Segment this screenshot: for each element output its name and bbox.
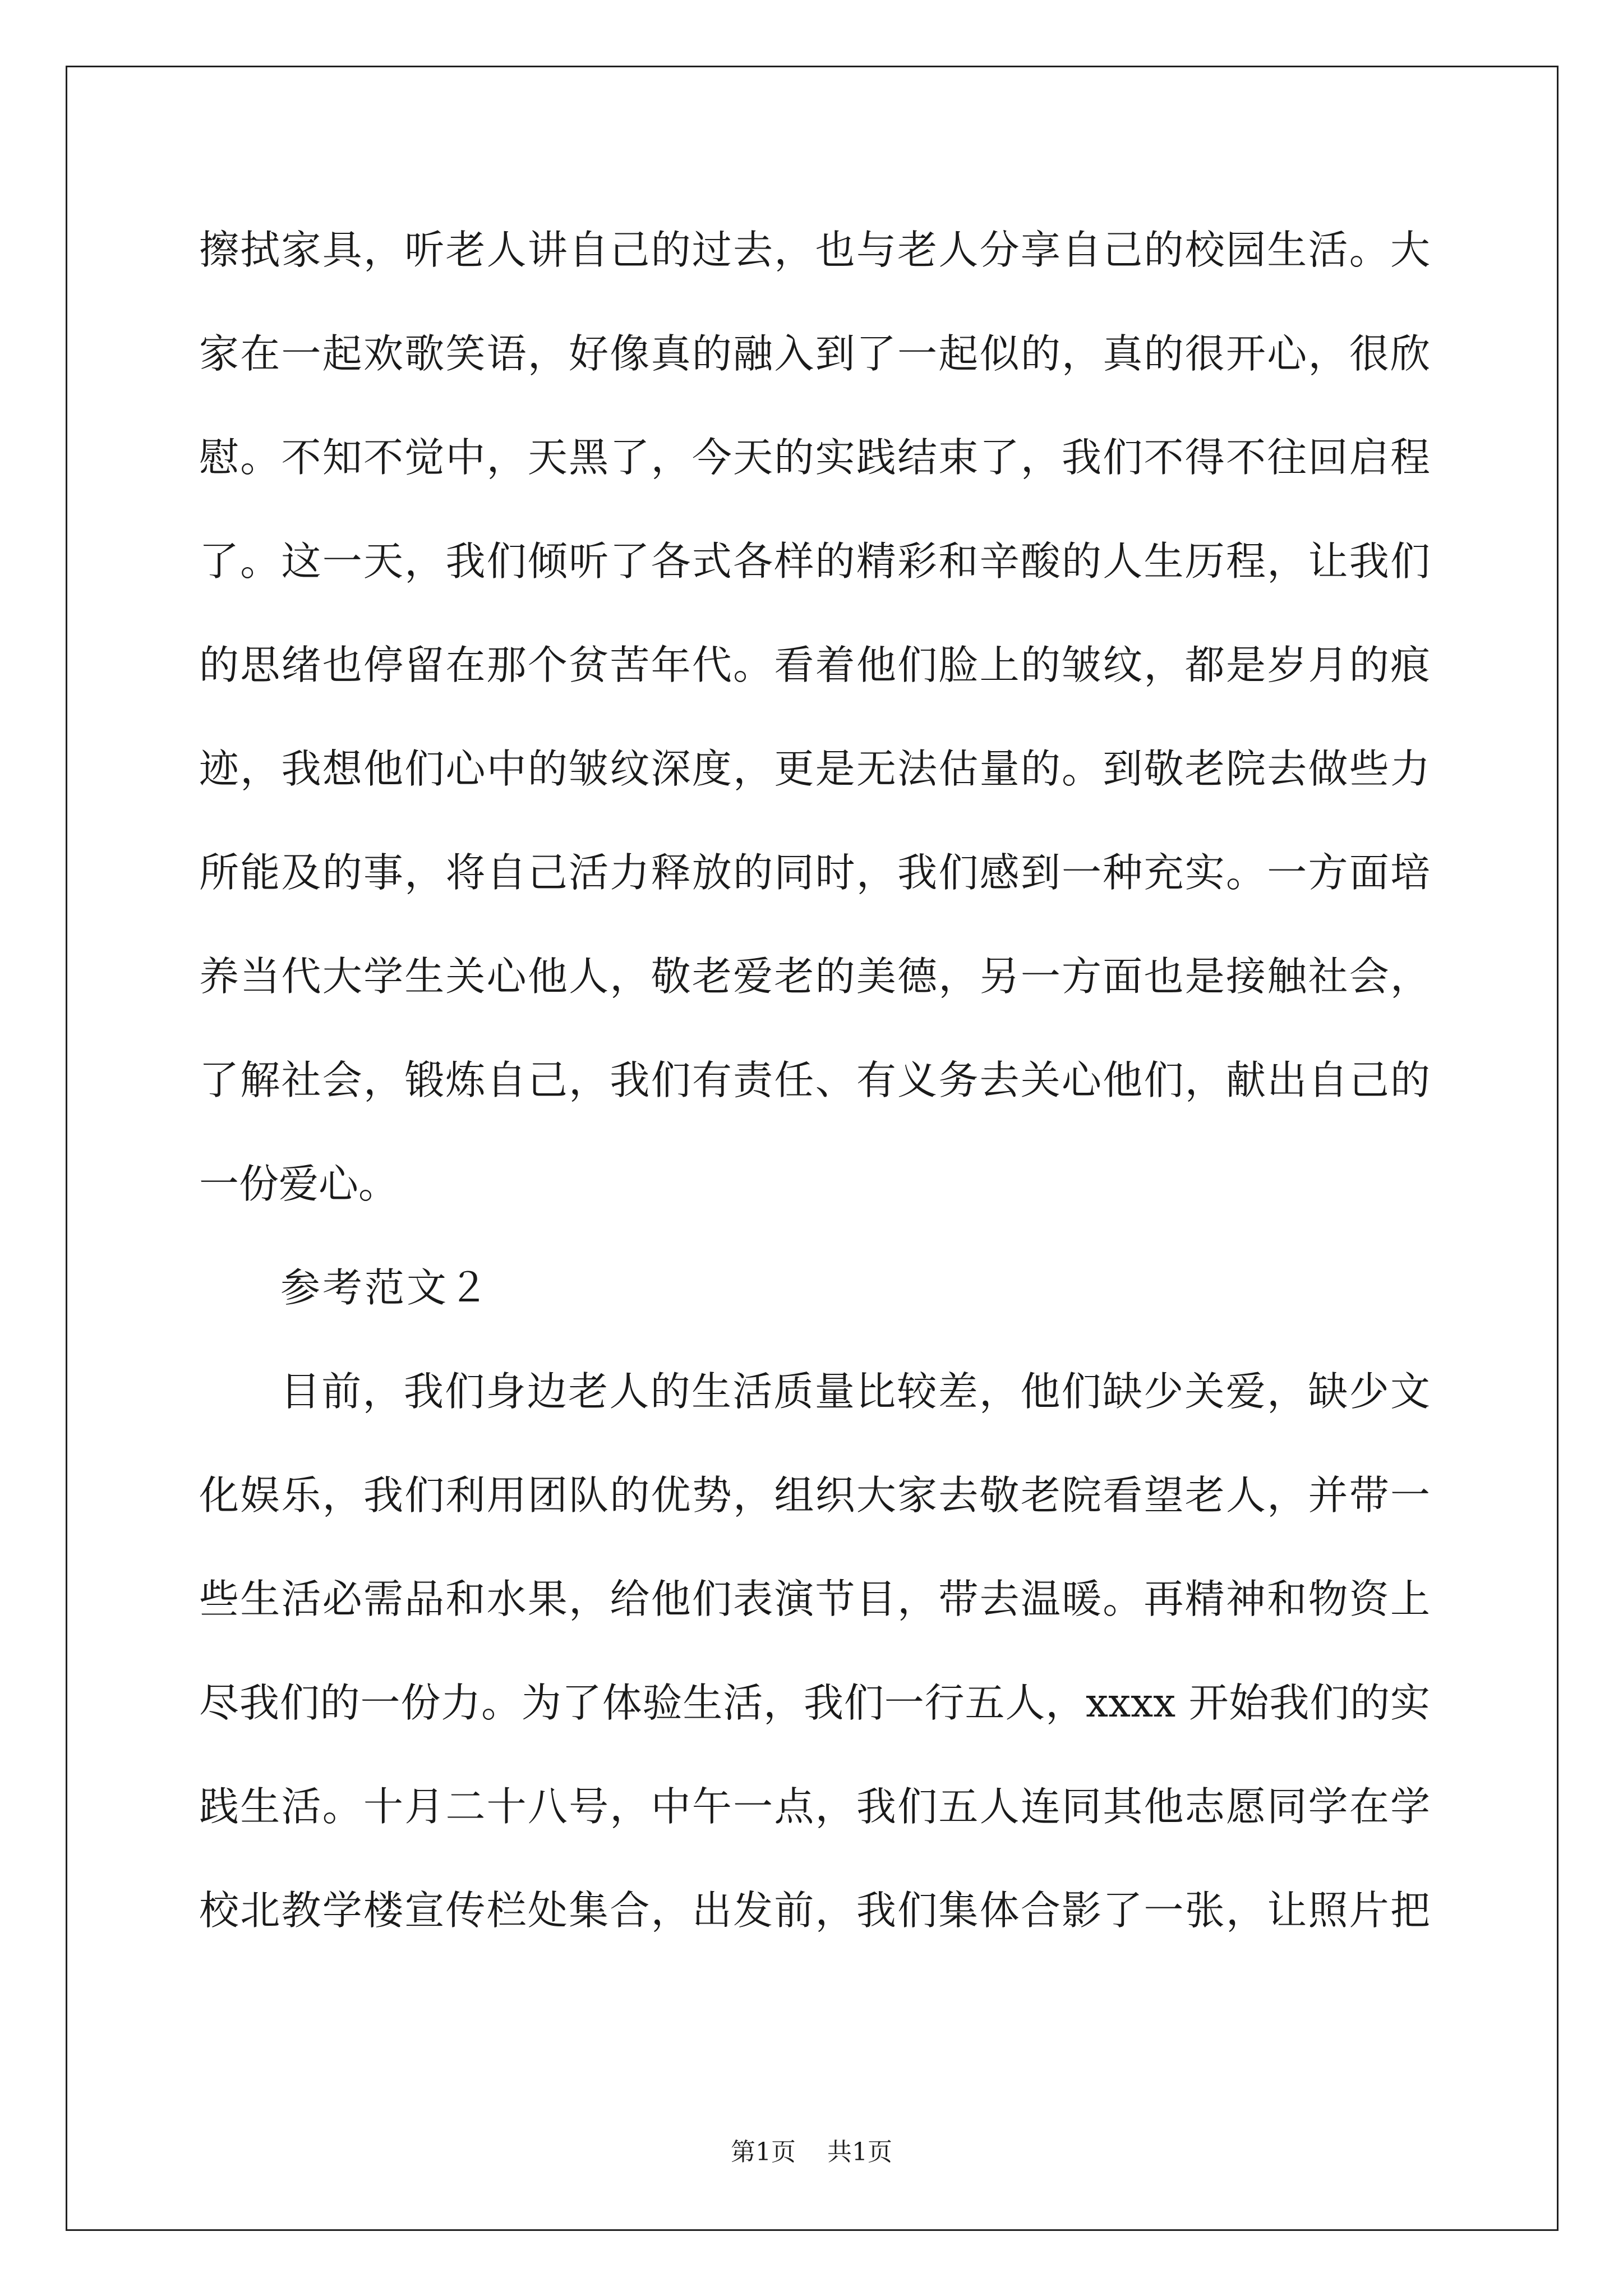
paragraph-1-line-9: 了解社会，锻炼自己，我们有责任、有义务去关心他们，献出自己的 xyxy=(199,1057,1430,1103)
paragraph-1-line-6: 迹，我想他们心中的皱纹深度，更是无法估量的。到敬老院去做些力 xyxy=(199,746,1430,792)
page-total-label: 共1页 xyxy=(827,2138,892,2166)
paragraph-2-line-4: 尽我们的一份力。为了体验生活，我们一行五人，xxxx 开始我们的实 xyxy=(199,1680,1430,1726)
page-footer xyxy=(0,2133,1623,2172)
paragraph-1-line-7: 所能及的事，将自己活力释放的同时，我们感到一种充实。一方面培 xyxy=(199,849,1430,896)
paragraph-2-line-2: 化娱乐，我们利用团队的优势，组织大家去敬老院看望老人，并带一 xyxy=(199,1472,1430,1519)
paragraph-1-line-3: 慰。不知不觉中，天黑了，今天的实践结束了，我们不得不往回启程 xyxy=(199,434,1430,481)
page-number-label: 第1页 xyxy=(731,2138,796,2166)
paragraph-1-line-8: 养当代大学生关心他人，敬老爱老的美德，另一方面也是接触社会， xyxy=(199,953,1430,1000)
paragraph-1-line-1: 擦拭家具，听老人讲自己的过去，也与老人分享自己的校园生活。大 xyxy=(199,227,1430,273)
paragraph-2-line-5: 践生活。十月二十八号，中午一点，我们五人连同其他志愿同学在学 xyxy=(199,1783,1430,1830)
section-heading: 参考范文２ xyxy=(280,1264,491,1311)
paragraph-1-line-5: 的思绪也停留在那个贫苦年代。看着他们脸上的皱纹，都是岁月的痕 xyxy=(199,642,1430,688)
paragraph-1-line-10: 一份爱心。 xyxy=(199,1161,399,1207)
paragraph-2-line-1: 目前，我们身边老人的生活质量比较差，他们缺少关爱，缺少文 xyxy=(280,1368,1430,1415)
paragraph-1-line-2: 家在一起欢歌笑语，好像真的融入到了一起似的，真的很开心，很欣 xyxy=(199,330,1430,377)
paragraph-1-line-4: 了。这一天，我们倾听了各式各样的精彩和辛酸的人生历程，让我们 xyxy=(199,538,1430,585)
paragraph-2-line-3: 些生活必需品和水果，给他们表演节目，带去温暖。再精神和物资上 xyxy=(199,1576,1430,1622)
paragraph-2-line-6: 校北教学楼宣传栏处集合，出发前，我们集体合影了一张，让照片把 xyxy=(199,1887,1430,1934)
